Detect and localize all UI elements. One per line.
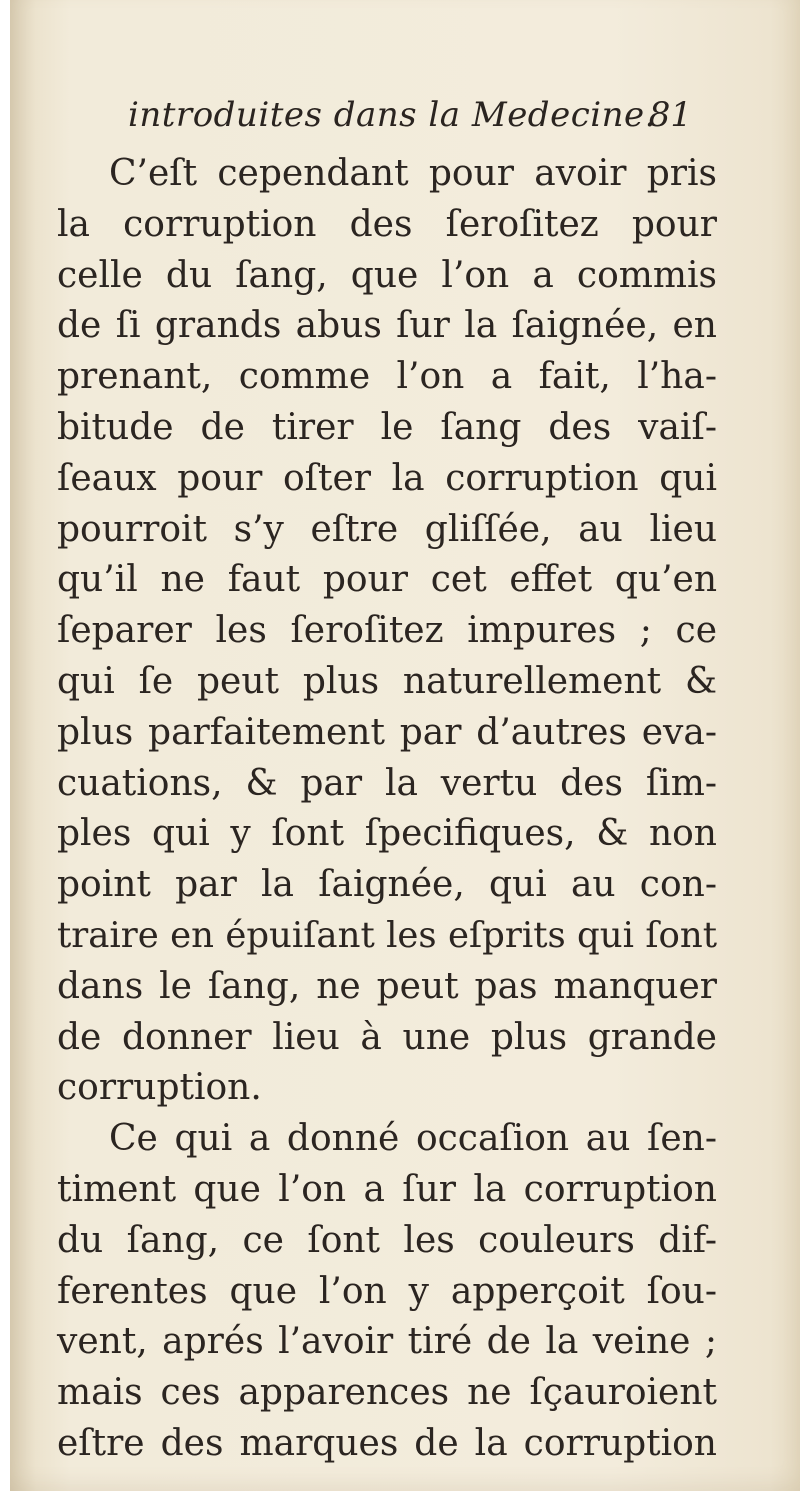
text-line: prenant, comme l’on a fait, l’ha- — [57, 356, 717, 398]
text-line: celle du ſang, que l’on a commis — [57, 254, 717, 296]
text-line: vent, aprés l’avoir tiré de la veine ; — [57, 1321, 717, 1363]
text-line: plus parfaitement par d’autres eva- — [57, 711, 717, 753]
text-line: la corruption des ſeroſitez pour — [57, 203, 717, 245]
text-line: mais ces apparences ne ſçauroient — [57, 1372, 717, 1414]
text-line: timent que l’on a ſur la corruption — [57, 1168, 717, 1210]
text-line: traire en épuiſant les eſprits qui ſont — [57, 914, 717, 956]
text-line: qu’il ne faut pour cet effet qu’en — [57, 559, 717, 601]
text-line: ples qui y ſont ſpecifiques, & non — [57, 813, 717, 855]
text-line: ſeparer les ſeroſitez impures ; ce — [57, 610, 717, 652]
text-line: ferentes que l’on y apperçoit ſou- — [57, 1270, 717, 1312]
text-line: cuations, & par la vertu des ſim- — [57, 762, 717, 804]
text-line: C’eſt cependant pour avoir pris — [109, 153, 717, 194]
text-line: pourroit s’y eſtre gliſſée, au lieu — [57, 508, 717, 550]
text-line: du ſang, ce ſont les couleurs dif- — [57, 1219, 717, 1261]
text-line: bitude de tirer le ſang des vaiſ- — [57, 406, 717, 448]
text-line: qui ſe peut plus naturellement & — [57, 660, 717, 702]
text-line: Ce qui a donné occaſion au ſen- — [109, 1118, 717, 1160]
body-text — [57, 149, 717, 1470]
running-header — [128, 95, 692, 147]
page-number: 81 — [648, 95, 692, 135]
text-line: de donner lieu à une plus grande — [57, 1016, 717, 1058]
text-line: point par la ſaignée, qui au con- — [57, 864, 717, 906]
text-line: dans le ſang, ne peut pas manquer — [57, 965, 717, 1007]
text-line: eſtre des marques de la corruption — [57, 1422, 717, 1464]
running-title: introduites dans la Medecine. — [128, 95, 656, 135]
text-line: ſeaux pour oſter la corruption qui — [57, 457, 717, 499]
text-line: corruption. — [57, 1067, 262, 1109]
text-line: de ſi grands abus ſur la ſaignée, en — [57, 305, 717, 347]
book-page — [10, 0, 800, 1491]
